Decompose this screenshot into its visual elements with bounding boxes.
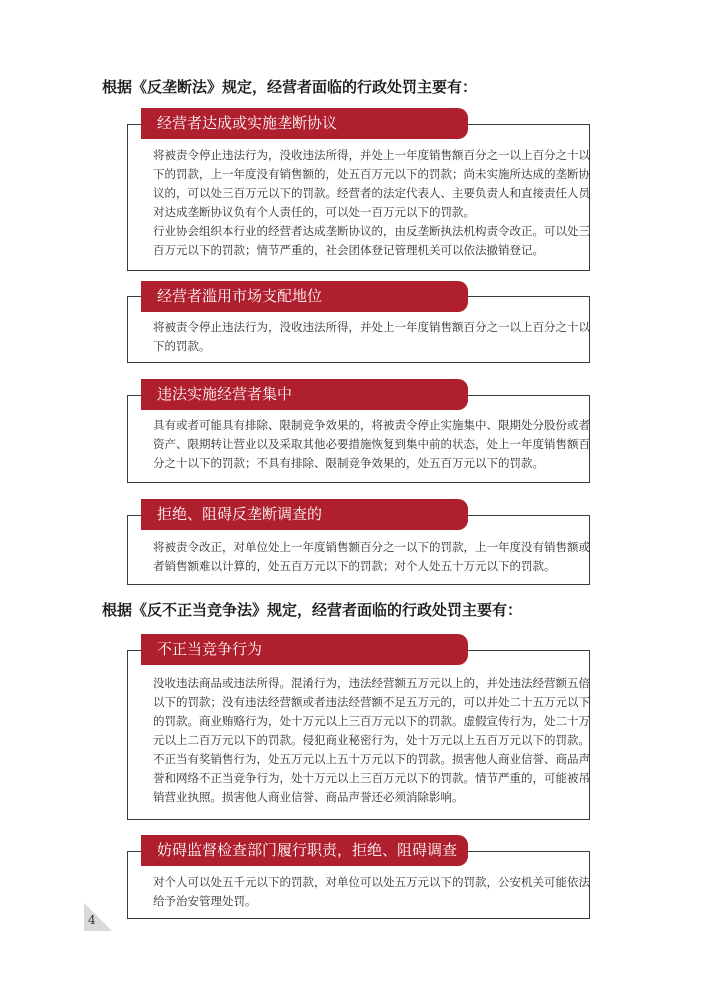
penalty-text-monopoly-agreement	[153, 146, 599, 260]
page-number: 4	[88, 913, 96, 927]
penalty-text-obstruct-investigation	[153, 538, 599, 576]
penalty-title-obstruct-investigation: 拒绝、阻碍反垄断调查的	[141, 499, 468, 530]
penalty-paragraph: 将被责令停止违法行为，没收违法所得，并处上一年度销售额百分之一以上百分之十以下的罚款。	[153, 320, 590, 353]
penalty-title-obstruct-supervision: 妨碍监督检查部门履行职责，拒绝、阻碍调查	[141, 835, 468, 866]
penalty-text-dominant-position	[153, 318, 599, 356]
section-heading-unfair-competition: 根据《反不正当竞争法》规定，经营者面临的行政处罚主要有：	[102, 601, 523, 619]
penalty-paragraph: 将被责令停止违法行为，没收违法所得，并处上一年度销售额百分之一以上百分之十以下的罚款，上一年度没有销售额的，处五百万元以下的罚款；尚未实施所达成的垄断协议的，可以处三百万元以下的罚款。经营者的法定代表人、主要负责人和直接责任人员对达成垄断协议负有个人责任的，可以处一百万元以下的罚款。	[153, 148, 590, 219]
penalty-title-unfair-competition: 不正当竞争行为	[141, 634, 468, 665]
penalty-title-dominant-position: 经营者滥用市场支配地位	[141, 281, 468, 312]
penalty-paragraph: 具有或者可能具有排除、限制竞争效果的，将被责令停止实施集中、限期处分股份或者资产、限期转让营业以及采取其他必要措施恢复到集中前的状态，处上一年度销售额百分之十以下的罚款；不具有排除、限制竞争效果的，处五百万元以下的罚款。	[153, 418, 590, 470]
penalty-text-obstruct-supervision	[153, 873, 599, 911]
penalty-text-unfair-competition	[153, 674, 599, 807]
penalty-text-illegal-concentration	[153, 416, 599, 473]
penalty-paragraph: 将被责令改正，对单位处上一年度销售额百分之一以下的罚款，上一年度没有销售额或者销售额难以计算的，处五百万元以下的罚款；对个人处五十万元以下的罚款。	[153, 540, 590, 573]
section-heading-antimonopoly: 根据《反垄断法》规定，经营者面临的行政处罚主要有：	[102, 78, 478, 96]
penalty-paragraph: 对个人可以处五千元以下的罚款，对单位可以处五万元以下的罚款，公安机关可能依法给予治安管理处罚。	[153, 875, 590, 908]
penalty-paragraph: 没收违法商品或违法所得。混淆行为，违法经营额五万元以上的，并处违法经营额五倍以下的罚款；没有违法经营额或者违法经营额不足五万元的，可以并处二十五万元以下的罚款。商业贿赂行为，处十万元以上三百万元以下的罚款。虚假宣传行为，处二十万元以上二百万元以下的罚款。侵犯商业秘密行为，处十万元以上五百万元以下的罚款。不正当有奖销售行为，处五万元以上五十万元以下的罚款。损害他人商业信誉、商品声誉和网络不正当竞争行为，处十万元以上三百万元以下的罚款。情节严重的，可能被吊销营业执照。损害他人商业信誉、商品声誉还必须消除影响。	[153, 676, 590, 804]
penalty-paragraph: 行业协会组织本行业的经营者达成垄断协议的，由反垄断执法机构责令改正。可以处三百万元以下的罚款；情节严重的，社会团体登记管理机关可以依法撤销登记。	[153, 224, 590, 257]
penalty-title-illegal-concentration: 违法实施经营者集中	[141, 379, 468, 410]
penalty-title-monopoly-agreement: 经营者达成或实施垄断协议	[141, 108, 468, 139]
